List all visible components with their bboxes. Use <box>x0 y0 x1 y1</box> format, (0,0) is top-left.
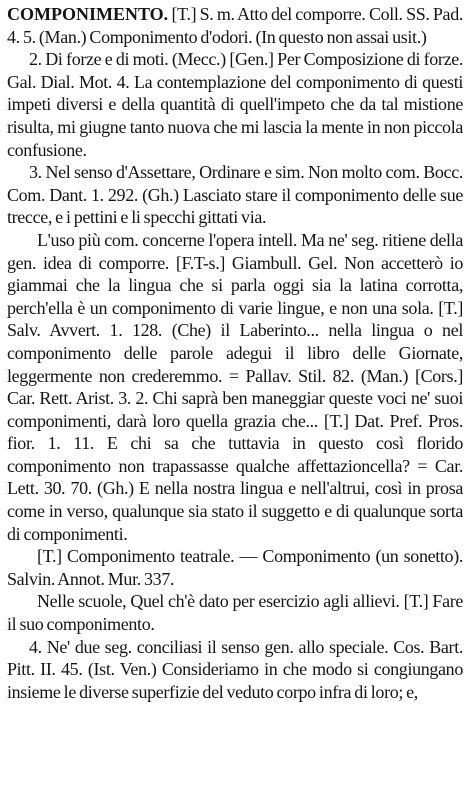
entry-paragraph-1-text: [T.] S. m. Atto del comporre. Coll. SS. Pad. 4. 5. (Man.) Componimento d'odori. (In questo non assai usit.) <box>7 4 463 47</box>
entry-paragraph-6: Nelle scuole, Quel ch'è dato per esercizio agli allievi. [T.] Fare il suo componimento. <box>7 591 463 635</box>
entry-paragraph-1 <box>7 3 463 48</box>
entry-headword: COMPONIMENTO. <box>7 4 169 24</box>
entry-paragraph-4: L'uso più com. concerne l'opera intell. Ma ne' seg. ritiene della gen. idea di comporre. [F.T-s.] Giambull. Gel. Non accetterò io giammai che la lingua che si parla oggi sia la latina corrotta, perch'ella è un componimento di varie lingue, e non una sola. [T.] Salv. Avvert. 1. 128. (Che) il Laberinto... nella lingua o nel componimento delle parole adegui il libro delle Giornate, leggermente non crederemmo. = Pallav. Stil. 82. (Man.) [Cors.] Car. Rett. Arist. 3. 2. Chi saprà ben maneggiar queste voci ne' suoi componimenti, darà loro quella grazia che... [T.] Dat. Pref. Pros. fior. 1. 11. E chi sa che tuttavia in questo così florido componimento non trapassasse qualche affettazioncella? = Car. Lett. 30. 70. (Gh.) E nella nostra lingua e nell'altrui, così in prosa come in verso, qualunque sia stato il suggetto e di qualunque sorta di componimenti. <box>7 229 463 544</box>
entry-paragraph-5: [T.] Componimento teatrale. — Componimento (un sonetto). Salvin. Annot. Mur. 337. <box>7 546 463 589</box>
entry-paragraph-7: 4. Ne' due seg. conciliasi il senso gen. allo speciale. Cos. Bart. Pitt. II. 45. (Ist. Ven.) Consideriamo in che modo si congiungano insieme le diverse superfizie del veduto corpo infra di loro; e, <box>7 636 463 702</box>
entry-paragraph-3: 3. Nel senso d'Assettare, Ordinare e sim. Non molto com. Bocc. Com. Dant. 1. 292. (Gh.) Lasciato stare il componimento delle sue trecce, e i pettini e li specchi gittati via. <box>7 162 463 228</box>
entry-paragraph-2: 2. Di forze e di moti. (Mecc.) [Gen.] Per Composizione di forze. Gal. Dial. Mot. 4. La contemplazione del componimento di questi impeti diversi e della quantità di quell'impeto che da tal mistione risulta, mi giugne tanto nuova che mi lascia la mente in non piccola confusione. <box>7 49 463 160</box>
